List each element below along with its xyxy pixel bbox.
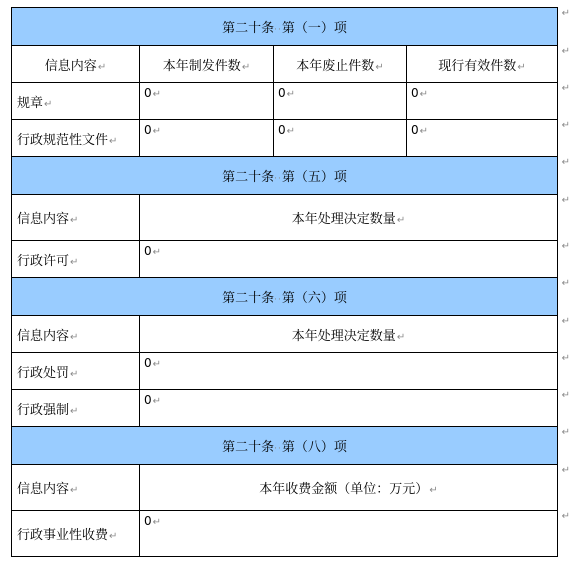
paragraph-mark: ↵ [70, 215, 79, 226]
paragraph-mark: ↵ [44, 98, 53, 110]
value: 0 [411, 86, 419, 100]
space-mark: ·· [274, 25, 282, 35]
table-row [12, 390, 558, 427]
value-cell [274, 83, 407, 120]
header-cell [12, 195, 140, 241]
value-cell [274, 120, 407, 157]
value: 0 [144, 244, 152, 258]
paragraph-mark: ↵ [241, 61, 251, 73]
column-header-row [12, 195, 558, 241]
value-cell [140, 241, 570, 278]
value-cell [140, 83, 274, 120]
row-label: 行政处罚 [17, 365, 70, 381]
value-cell [407, 83, 570, 120]
paragraph-mark: ↵ [70, 368, 79, 380]
section-title-item: 第（八）项 [281, 440, 347, 455]
section-title-item: 第（五）项 [281, 170, 347, 185]
value: 0 [278, 123, 286, 137]
section-title [12, 278, 570, 316]
section-title [12, 157, 570, 195]
header-cell [12, 465, 140, 511]
paragraph-mark: ↵ [286, 89, 296, 100]
header-cell [12, 316, 140, 353]
value-cell [140, 390, 570, 427]
paragraph-mark: ↵ [419, 126, 429, 137]
row-label-cell [12, 83, 140, 120]
header-cell [407, 46, 570, 83]
paragraph-mark: ↵ [152, 396, 162, 407]
paragraph-mark: ↵ [561, 427, 570, 438]
paragraph-mark: ↵ [561, 8, 570, 19]
section-title-article: 第二十条 [222, 291, 275, 306]
header-label: 本年处理决定数量 [291, 328, 396, 344]
paragraph-mark: ↵ [152, 359, 162, 370]
space-mark: ·· [274, 174, 282, 184]
paragraph-mark: ↵ [70, 331, 79, 343]
column-header-row [12, 46, 558, 83]
paragraph-mark: ↵ [561, 83, 570, 94]
table-row [12, 353, 558, 390]
paragraph-mark: ↵ [561, 241, 570, 252]
row-label-cell [12, 511, 140, 557]
value: 0 [144, 393, 152, 407]
paragraph-mark: ↵ [561, 353, 570, 364]
paragraph-mark: ↵ [152, 126, 162, 137]
value: 0 [144, 123, 152, 137]
value: 0 [144, 514, 152, 528]
paragraph-mark: ↵ [286, 126, 296, 137]
row-label: 行政强制 [17, 402, 70, 418]
header-cell [140, 465, 570, 511]
paragraph-mark: ↵ [109, 531, 118, 542]
section-title-article: 第二十条 [222, 440, 275, 455]
header-label: 信息内容 [17, 328, 70, 344]
paragraph-mark: ↵ [70, 405, 79, 417]
header-cell [12, 46, 140, 83]
row-label: 规章 [17, 95, 44, 111]
header-cell [140, 46, 274, 83]
disclosure-table [11, 7, 570, 557]
header-label: 本年制发件数 [162, 58, 241, 74]
row-label-cell [12, 120, 140, 157]
section-title-article: 第二十条 [222, 170, 275, 185]
row-label-cell [12, 241, 140, 278]
paragraph-mark: ↵ [97, 61, 107, 73]
row-label-cell [12, 390, 140, 427]
table-row [12, 241, 558, 278]
paragraph-mark: ↵ [561, 390, 570, 401]
value: 0 [411, 123, 419, 137]
paragraph-mark: ↵ [70, 256, 79, 268]
section-title [12, 8, 570, 46]
paragraph-mark: ↵ [561, 157, 570, 168]
paragraph-mark: ↵ [517, 61, 526, 73]
section-title-item: 第（六）项 [281, 291, 347, 306]
section-header-row [12, 157, 558, 195]
header-cell [274, 46, 407, 83]
row-label: 行政许可 [17, 253, 70, 269]
section-header-row [12, 8, 558, 46]
value: 0 [144, 356, 152, 370]
paragraph-mark: ↵ [561, 511, 570, 522]
section-title-item: 第（一）项 [281, 21, 347, 36]
paragraph-mark: ↵ [152, 247, 162, 258]
paragraph-mark: ↵ [561, 46, 570, 57]
paragraph-mark: ↵ [561, 120, 570, 131]
value-cell [407, 120, 570, 157]
header-label: 信息内容 [17, 212, 70, 227]
paragraph-mark: ↵ [429, 485, 438, 496]
header-label: 本年收费金额（单位：万元） [259, 482, 429, 497]
paragraph-mark: ↵ [419, 89, 429, 100]
value: 0 [278, 86, 286, 100]
table-row [12, 120, 558, 157]
paragraph-mark: ↵ [396, 215, 406, 226]
paragraph-mark: ↵ [109, 135, 118, 147]
row-label: 行政事业性收费 [17, 528, 109, 543]
header-label: 现行有效件数 [438, 58, 517, 74]
header-cell [140, 195, 570, 241]
header-label: 信息内容 [44, 58, 97, 74]
value-cell [140, 511, 570, 557]
paragraph-mark: ↵ [561, 195, 570, 206]
space-mark: ·· [274, 295, 282, 305]
header-cell [140, 316, 570, 353]
header-label: 本年废止件数 [296, 58, 375, 74]
table-row [12, 511, 558, 557]
row-label: 行政规范性文件 [17, 132, 109, 148]
column-header-row [12, 465, 558, 511]
table-row [12, 83, 558, 120]
section-header-row [12, 427, 558, 465]
paragraph-mark: ↵ [375, 61, 384, 73]
header-label: 本年处理决定数量 [291, 212, 396, 227]
value-cell [140, 353, 570, 390]
paragraph-mark: ↵ [152, 517, 162, 528]
paragraph-mark: ↵ [561, 278, 570, 289]
paragraph-mark: ↵ [396, 331, 406, 343]
header-label: 信息内容 [17, 482, 70, 497]
value: 0 [144, 86, 152, 100]
space-mark: ·· [274, 444, 282, 454]
paragraph-mark: ↵ [152, 89, 162, 100]
value-cell [140, 120, 274, 157]
paragraph-mark: ↵ [561, 316, 570, 327]
section-title-article: 第二十条 [222, 21, 275, 36]
section-header-row [12, 278, 558, 316]
paragraph-mark: ↵ [561, 465, 570, 476]
paragraph-mark: ↵ [70, 485, 79, 496]
section-title [12, 427, 570, 465]
row-label-cell [12, 353, 140, 390]
column-header-row [12, 316, 558, 353]
